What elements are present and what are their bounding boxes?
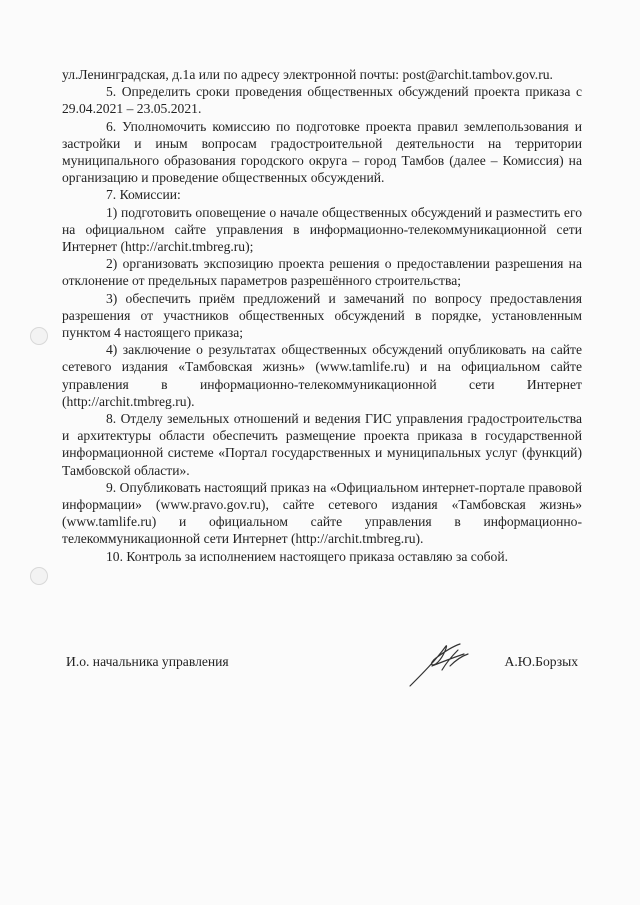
- punch-hole-mark: [30, 567, 48, 585]
- document-body: [62, 66, 582, 565]
- signer-name: А.Ю.Борзых: [504, 654, 578, 669]
- signature-block: [66, 654, 578, 694]
- punch-hole-mark: [30, 327, 48, 345]
- paragraph: 7. Комиссии:: [106, 187, 181, 203]
- paragraph: ул.Ленинградская, д.1а или по адресу электронной почты: post@archit.tambov.gov.ru.: [62, 67, 553, 82]
- paragraph: 2) организовать экспозицию проекта решения о предоставлении разрешения на отклонение от предельных параметров разрешённого строительства;: [62, 256, 582, 289]
- signer-position: И.о. начальника управления: [66, 654, 229, 669]
- paragraph: 10. Контроль за исполнением настоящего приказа оставляю за собой.: [106, 548, 508, 564]
- paragraph: 6. Уполномочить комиссию по подготовке проекта правил землепользования и застройки и иным вопросам градостроительной деятельности на территории муниципального образования городского округа – город Тамбов (далее – Комиссия) на организацию и проведение общественных обсуждений.: [62, 118, 582, 186]
- paragraph: 9. Опубликовать настоящий приказ на «Официальном интернет-портале правовой информации» (www.pravo.gov.ru), сайте сетевого издания «Тамбовская жизнь» (www.tamlife.ru) и официальном сайте управления в информационно-телекоммуникационной сети Интернет (http://archit.tmbreg.ru).: [62, 479, 582, 547]
- paragraph: 8. Отделу земельных отношений и ведения ГИС управления градостроительства и архитектуры области обеспечить размещение проекта приказа в государственной информационной системе «Портал государственных и муниципальных услуг (функций) Тамбовской области».: [62, 411, 582, 478]
- paragraph: 3) обеспечить приём предложений и замечаний по вопросу предоставления разрешения от участников общественных обсуждений в порядке, установленным пунктом 4 настоящего приказа;: [62, 290, 582, 341]
- paragraph: 4) заключение о результатах общественных обсуждений опубликовать на сайте сетевого издания «Тамбовская жизнь» (www.tamlife.ru) и на официальном сайте управления в информационно-телекоммуникационной сети Интернет (http://archit.tmbreg.ru).: [62, 342, 582, 409]
- handwritten-signature: [402, 636, 492, 692]
- paragraph: 5. Определить сроки проведения общественных обсуждений проекта приказа с 29.04.2021 – 23.05.2021.: [62, 84, 582, 117]
- paragraph: 1) подготовить оповещение о начале общественных обсуждений и разместить его на официальном сайте управления в информационно-телекоммуникационной сети Интернет (http://archit.tmbreg.ru);: [62, 204, 582, 255]
